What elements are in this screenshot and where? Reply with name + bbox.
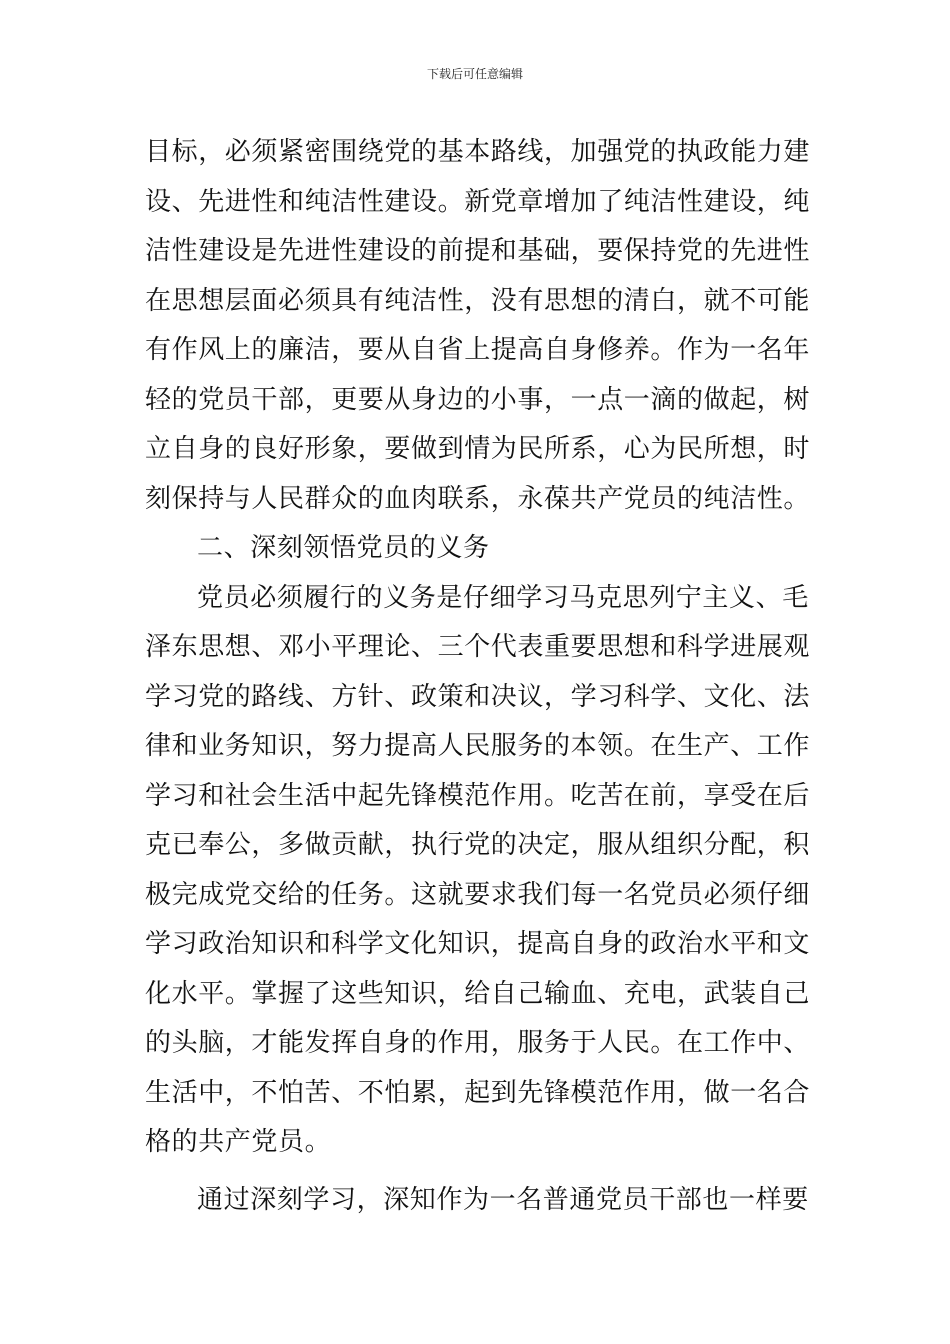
text-line: 有作风上的廉洁，要从自省上提高自身修养。作为一名年 bbox=[145, 335, 811, 365]
text-line: 极完成党交给的任务。这就要求我们每一名党员必须仔细 bbox=[145, 879, 811, 910]
text-line: 党员必须履行的义务是仔细学习马克思列宁主义、毛 bbox=[197, 582, 809, 613]
text-line: 克已奉公，多做贡献，执行党的决定，服从组织分配，积 bbox=[145, 830, 811, 860]
text-line: 设、先进性和纯洁性建设。新党章增加了纯洁性建设，纯 bbox=[145, 186, 811, 217]
text-line: 学习政治知识和科学文化知识，提高自身的政治水平和文 bbox=[145, 929, 811, 959]
text-line: 目标，必须紧密围绕党的基本路线，加强党的执政能力建 bbox=[145, 137, 811, 167]
text-line: 泽东思想、邓小平理论、三个代表重要思想和科学进展观 bbox=[145, 632, 811, 662]
text-line: 学习党的路线、方针、政策和决议，学习科学、文化、法 bbox=[145, 681, 811, 712]
text-line: 刻保持与人民群众的血肉联系，永葆共产党员的纯洁性。 bbox=[145, 483, 811, 514]
section-heading: 二、深刻领悟党员的义务 bbox=[197, 533, 490, 563]
text-line: 学习和社会生活中起先锋模范作用。吃苦在前，享受在后 bbox=[145, 780, 811, 811]
page-header: 下载后可任意编辑 bbox=[426, 67, 523, 81]
text-line: 通过深刻学习，深知作为一名普通党员干部也一样要 bbox=[197, 1184, 809, 1215]
text-line: 立自身的良好形象，要做到情为民所系，心为民所想，时 bbox=[145, 434, 811, 464]
text-line: 的头脑，才能发挥自身的作用，服务于人民。在工作中、 bbox=[145, 1028, 811, 1058]
text-line: 生活中，不怕苦、不怕累，起到先锋模范作用，做一名合 bbox=[145, 1077, 811, 1108]
text-line: 格的共产党员。 bbox=[145, 1127, 332, 1157]
paragraph-gap bbox=[145, 1168, 807, 1176]
text-line: 化水平。掌握了这些知识，给自己输血、充电，武装自己 bbox=[145, 978, 811, 1009]
document-body bbox=[145, 128, 811, 1225]
text-line: 律和业务知识，努力提高人民服务的本领。在生产、工作 bbox=[145, 731, 811, 761]
text-line: 轻的党员干部，更要从身边的小事，一点一滴的做起，树 bbox=[145, 384, 811, 415]
text-line: 在思想层面必须具有纯洁性，没有思想的清白，就不可能 bbox=[145, 285, 811, 316]
text-line: 洁性建设是先进性建设的前提和基础，要保持党的先进性 bbox=[145, 236, 811, 266]
